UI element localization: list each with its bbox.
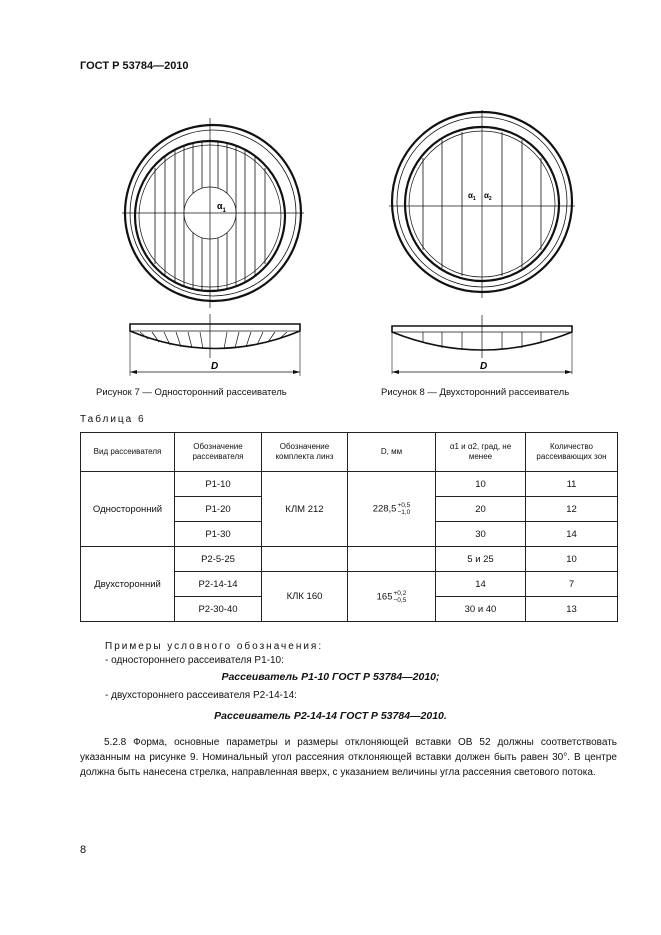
- example-designation-2: Рассеиватель Р2-14-14 ГОСТ Р 53784—2010.: [214, 710, 447, 722]
- cell-d-value: [348, 472, 436, 547]
- cell-angle: 20: [436, 497, 526, 522]
- page-number: 8: [80, 844, 87, 856]
- cell-designation: Р2-14-14: [175, 572, 262, 597]
- cell-designation: Р1-20: [175, 497, 262, 522]
- cell-zones: 14: [526, 522, 618, 547]
- cell-angle: 30 и 40: [436, 597, 526, 622]
- header-d-mm: D, мм: [348, 433, 436, 472]
- figure-7-caption: Рисунок 7 — Односторонний рассеиватель: [96, 387, 287, 398]
- tol-upper: +0,2: [393, 589, 407, 597]
- d-tolerance: [394, 590, 407, 604]
- profile-body: [130, 324, 300, 349]
- tol-lower: −1,0: [397, 509, 411, 516]
- profile-hatching: [140, 332, 287, 349]
- document-header: ГОСТ Р 53784—2010: [80, 60, 189, 72]
- example-item-1: - одностороннего рассеивателя Р1-10:: [105, 655, 284, 666]
- figure-7-drawing: [118, 118, 308, 378]
- cell-lens-set: КЛК 160: [262, 572, 348, 622]
- figure-8-caption: Рисунок 8 — Двухсторонний рассеиватель: [381, 387, 570, 398]
- cell-designation: Р2-5-25: [175, 547, 262, 572]
- cell-designation: Р1-30: [175, 522, 262, 547]
- cell-d-value: [348, 572, 436, 622]
- cell-zones: 7: [526, 572, 618, 597]
- table-caption: Таблица 6: [80, 414, 146, 425]
- angle-label-a1: $\alpha_1$: [217, 201, 226, 214]
- dimension-label-d: D: [480, 361, 488, 372]
- cell-empty: [348, 547, 436, 572]
- example-item-2: - двухстороннего рассеивателя Р2-14-14:: [105, 690, 297, 701]
- cell-angle: 30: [436, 522, 526, 547]
- d-tolerance: [397, 502, 410, 516]
- cell-zones: 13: [526, 597, 618, 622]
- paragraph-5-2-8: 5.2.8 Форма, основные параметры и размеры отклоняющей вставки ОВ 52 должны соответствовать указанным на рисунке 9. Номинальный угол рассеяния отклоняющей вставки должен быть равен 30°. В центре должна быть нанесена стрелка, направленная вверх, с указанием величины угла рассеяния светового потока.: [80, 737, 617, 778]
- cell-angle: 14: [436, 572, 526, 597]
- header-lens-set: Обозначение комплекта линз: [262, 433, 348, 472]
- tol-upper: +0,5: [397, 502, 411, 509]
- dimension-label-d: D: [211, 361, 219, 372]
- table-6: [80, 432, 618, 622]
- cell-zones: 12: [526, 497, 618, 522]
- header-angle: α1 и α2, град, не менее: [436, 433, 526, 472]
- cell-lens-set: КЛМ 212: [262, 472, 348, 547]
- cell-angle: 10: [436, 472, 526, 497]
- table-header-row: [81, 433, 618, 472]
- header-kind: Вид рассеивателя: [81, 433, 175, 472]
- example-designation-1: Рассеиватель Р1-10 ГОСТ Р 53784—2010;: [221, 671, 440, 683]
- header-designation: Обозначение рассеивателя: [175, 433, 262, 472]
- d-value: 228,5: [372, 503, 397, 515]
- table-row: [81, 547, 618, 572]
- table-row: [81, 472, 618, 497]
- cell-designation: Р2-30-40: [175, 597, 262, 622]
- angle-label-a2: $\alpha_2$: [484, 191, 492, 202]
- figure-8-drawing: [385, 110, 580, 378]
- cell-zones: 10: [526, 547, 618, 572]
- cell-designation: Р1-10: [175, 472, 262, 497]
- tol-lower: −0,5: [393, 596, 407, 604]
- cell-angle: 5 и 25: [436, 547, 526, 572]
- cell-kind: Односторонний: [81, 472, 175, 547]
- examples-heading: Примеры условного обозначения:: [105, 641, 324, 652]
- d-value: 165: [376, 591, 393, 603]
- cell-kind: Двухсторонний: [81, 547, 175, 622]
- cell-zones: 11: [526, 472, 618, 497]
- header-zones: Количество рассеивающих зон: [526, 433, 618, 472]
- cell-empty: [262, 547, 348, 572]
- angle-label-a1: $\alpha_1$: [468, 191, 476, 202]
